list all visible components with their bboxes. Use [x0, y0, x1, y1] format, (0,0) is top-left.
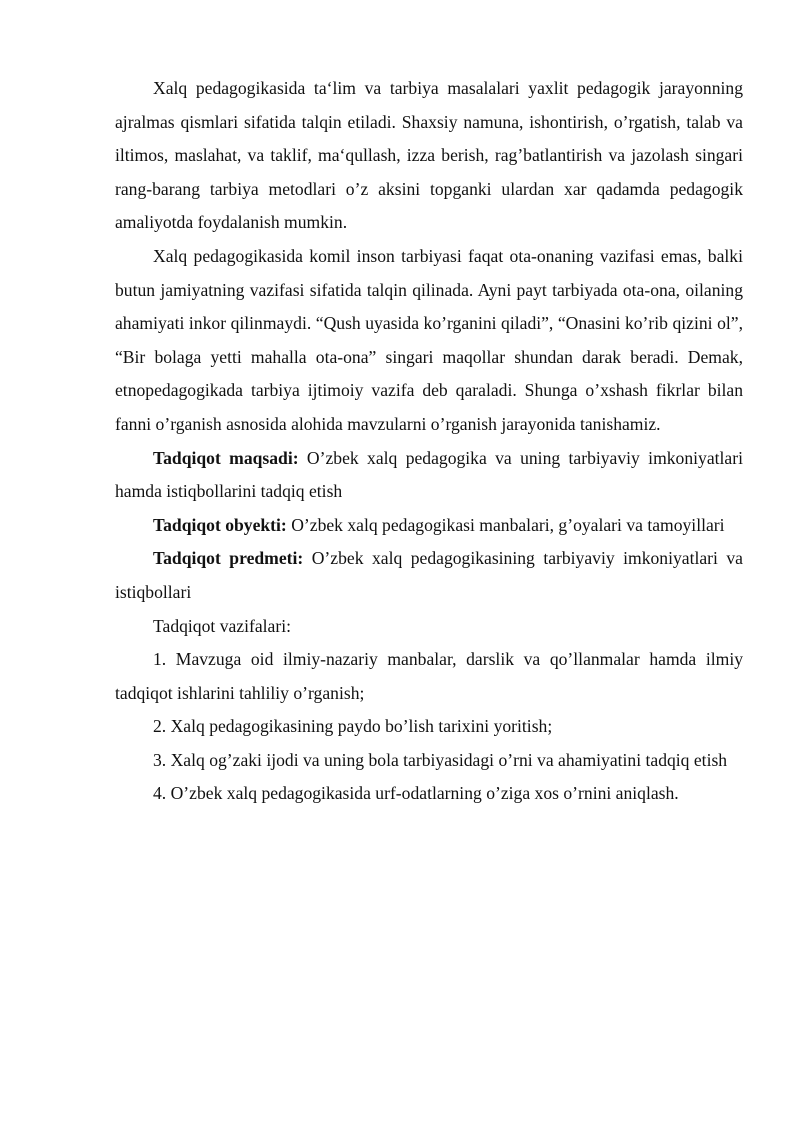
society-paragraph: Xalq pedagogikasida komil inson tarbiyasi faqat ota-onaning vazifasi emas, balki butun jamiyatning vazifasi sifatida talqin qilinada. Ayni payt tarbiyada ota-ona, oilaning ahamiyati inkor qilinmaydi. “Qush uyasida ko’rganini qiladi”, “Onasini ko’rib qizini ol”, “Bir bolaga yetti mahalla ota-ona” singari maqollar shundan darak beradi. Demak, etnopedagogikada tarbiya ijtimoiy vazifa deb qaraladi. Shunga o’xshash fikrlar bilan fanni o’rganish asnosida alohida mavzularni o’rganish jarayonida tanishamiz. — [115, 245, 743, 434]
research-subject-label: Tadqiqot predmeti: — [153, 548, 304, 569]
research-object-label: Tadqiqot obyekti: — [153, 514, 287, 535]
research-tasks-heading: Tadqiqot vazifalari: — [153, 615, 291, 636]
research-object-paragraph — [115, 509, 743, 543]
research-subject-text: O’zbek xalq pedagogikasining tarbiyaviy imkoniyatlari va istiqbollari — [115, 548, 743, 602]
research-goal-text: O’zbek xalq pedagogika va uning tarbiyaviy imkoniyatlari hamda istiqbollarini tadqiq etish — [115, 447, 743, 502]
research-goal-label: Tadqiqot maqsadi: — [153, 447, 299, 468]
research-object-text: O’zbek xalq pedagogikasi manbalari, g’oyalari va tamoyillari — [286, 514, 725, 535]
task-item-2: 2. Xalq pedagogikasining paydo bo’lish tarixini yoritish; — [153, 716, 553, 737]
research-subject-paragraph — [115, 542, 743, 609]
task-item-1: 1. Mavzuga oid ilmiy-nazariy manbalar, darslik va qo’llanmalar hamda ilmiy tadqiqot ishlarini tahliliy o’rganish; — [115, 649, 743, 703]
task-item-3: 3. Xalq og’zaki ijodi va uning bola tarbiyasidagi o’rni va ahamiyatini tadqiq etish — [153, 749, 728, 770]
intro-paragraph: Xalq pedagogikasida ta‘lim va tarbiya masalalari yaxlit pedagogik jarayonning ajralmas qismlari sifatida talqin etiladi. Shaxsiy namuna, ishontirish, o’rgatish, talab va iltimos, maslahat, va taklif, ma‘qullash, izza berish, rag’batlantirish va jazolash singari rang-barang tarbiya metodlari o’z aksini topganki ulardan xar qadamda pedagogik amaliyotda foydalanish mumkin. — [115, 78, 743, 233]
research-goal-paragraph — [115, 442, 743, 509]
document-page — [115, 72, 743, 811]
task-item-4: 4. O’zbek xalq pedagogikasida urf-odatlarning o’ziga xos o’rnini aniqlash. — [153, 783, 679, 804]
